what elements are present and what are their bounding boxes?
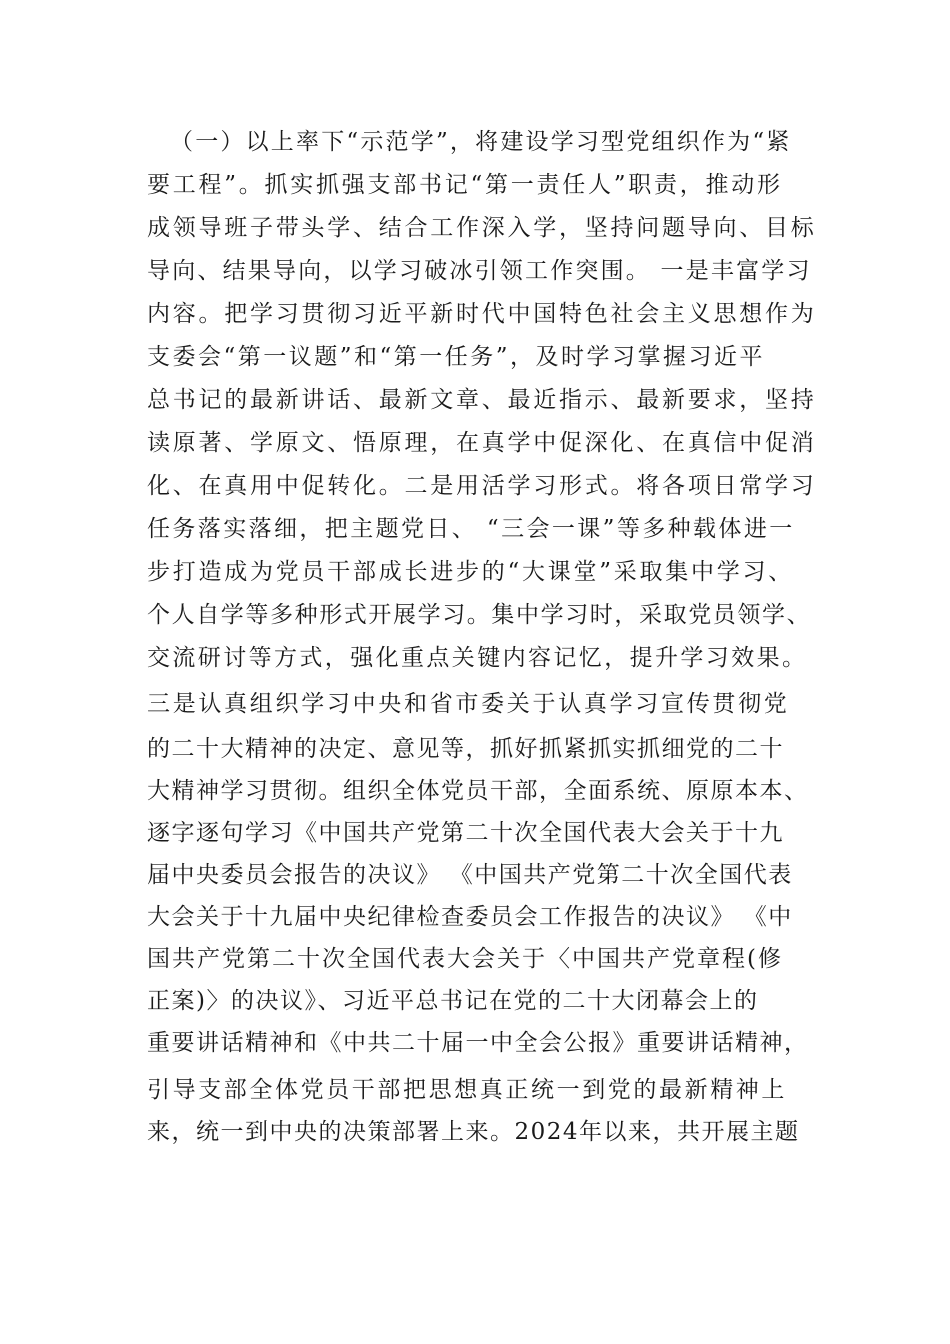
body-text-line: 国共产党第二十次全国代表大会关于〈中国共产党章程(修: [147, 946, 783, 972]
body-text-line: 读原著、学原文、悟原理，在真学中促深化、在真信中促消: [147, 430, 817, 456]
body-text-line: 重要讲话精神和《中共二十届一中全会公报》重要讲话精神，: [147, 1030, 809, 1056]
body-text-line: 支委会“第一议题”和“第一任务”，及时学习掌握习近平: [147, 344, 766, 370]
body-text-line: 引导支部全体党员干部把思想真正统一到党的最新精神上: [147, 1077, 787, 1103]
body-text-line: （一）以上率下“示范学”，将建设学习型党组织作为“紧: [170, 129, 792, 155]
body-text-line: 届中央委员会报告的决议》 《中国共产党第二十次全国代表: [147, 862, 793, 888]
body-text-line: 大会关于十九届中央纪律检查委员会工作报告的决议》 《中: [147, 904, 793, 930]
body-text-line: 步打造成为党员干部成长进步的“大课堂”采取集中学习、: [147, 559, 795, 585]
body-text-line: 来，统一到中央的决策部署上来。2024年以来，共开展主题: [147, 1119, 800, 1145]
body-text-line: 要工程”。抓实抓强支部书记“第一责任人”职责，推动形: [147, 172, 783, 198]
body-text-line: 三是认真组织学习中央和省市委关于认真学习宣传贯彻党: [147, 691, 790, 717]
body-text-line: 总书记的最新讲话、最新文章、最近指示、最新要求，坚持: [147, 387, 817, 413]
body-text-line: 正案)〉的决议》、习近平总书记在党的二十大闭幕会上的: [147, 988, 759, 1014]
body-text-line: 化、在真用中促转化。二是用活学习形式。将各项日常学习: [147, 473, 817, 499]
body-text-line: 逐字逐句学习《中国共产党第二十次全国代表大会关于十九: [147, 820, 784, 846]
body-text-line: 的二十大精神的决定、意见等，抓好抓紧抓实抓细党的二十: [147, 736, 784, 762]
body-text-line: 大精神学习贯彻。组织全体党员干部，全面系统、原原本本、: [147, 778, 809, 804]
body-text-line: 成领导班子带头学、结合工作深入学，坚持问题导向、目标: [147, 215, 817, 241]
body-text-line: 交流研讨等方式，强化重点关键内容记忆，提升学习效果。: [147, 645, 808, 671]
body-text-line: 任务落实落细，把主题党日、 “三会一课”等多种载体进一: [147, 516, 795, 542]
body-text-line: 内容。把学习贯彻习近平新时代中国特色社会主义思想作为: [147, 301, 817, 327]
body-text-line: 个人自学等多种形式开展学习。集中学习时，采取党员领学、: [147, 602, 812, 628]
body-text-line: 导向、结果导向，以学习破冰引领工作突围。 一是丰富学习: [147, 258, 812, 284]
